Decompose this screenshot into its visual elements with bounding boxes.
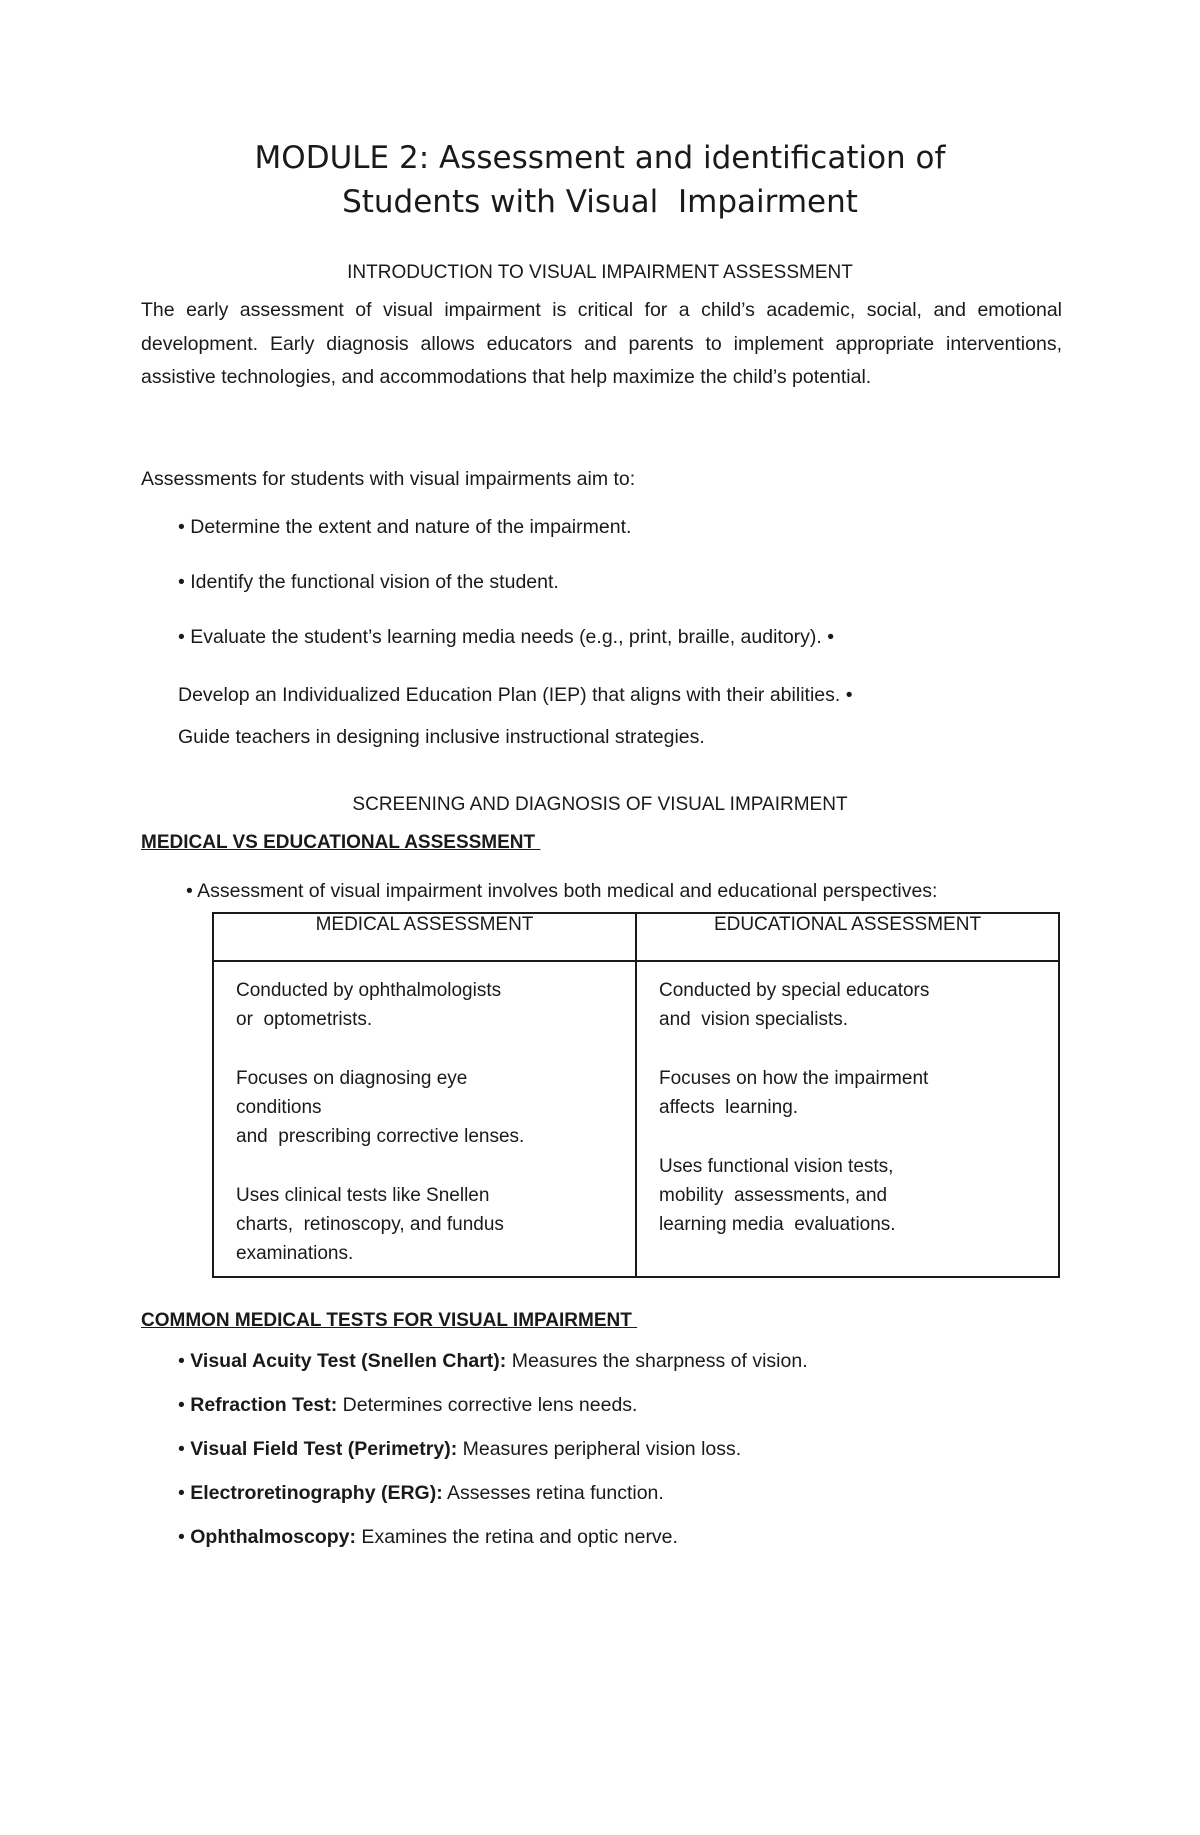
module-title [140, 136, 1060, 224]
medical-tests-heading: COMMON MEDICAL TESTS FOR VISUAL IMPAIRMENT [141, 1310, 638, 1331]
aim-item: Guide teachers in designing inclusive instructional strategies. [178, 726, 705, 748]
title-line-2: Students with Visual Impairment [342, 184, 858, 220]
test-description: Assesses retina function. [442, 1482, 664, 1504]
medical-test-item [178, 1438, 741, 1461]
medical-assessment-header: MEDICAL ASSESSMENT [213, 913, 636, 961]
assessment-comparison-table [212, 912, 1060, 1278]
medical-test-item [178, 1394, 637, 1417]
medical-test-item [178, 1482, 664, 1505]
bullet: • [178, 1482, 185, 1504]
educational-assessment-header: EDUCATIONAL ASSESSMENT [636, 913, 1059, 961]
aim-item: • Determine the extent and nature of the impairment. [178, 516, 632, 538]
medical-test-item [178, 1350, 808, 1373]
test-term: Refraction Test: [190, 1394, 338, 1416]
bullet: • [178, 1438, 185, 1460]
screening-lead: • Assessment of visual impairment involves both medical and educational perspectives: [186, 880, 938, 902]
screening-heading: SCREENING AND DIAGNOSIS OF VISUAL IMPAIRMENT [352, 794, 848, 815]
aim-item: • Evaluate the student’s learning media needs (e.g., print, braille, auditory). • [178, 626, 835, 648]
medical-point: Uses clinical tests like Snellen charts, retinoscopy, and fundus examinations. [236, 1185, 504, 1264]
medical-point: Focuses on diagnosing eye conditions and prescribing corrective lenses. [236, 1068, 525, 1147]
educational-point: Uses functional vision tests, mobility assessments, and learning media evaluations. [659, 1156, 896, 1235]
medical-assessment-cell [213, 961, 636, 1277]
medical-point: Conducted by ophthalmologists or optometrists. [236, 980, 502, 1030]
intro-heading: INTRODUCTION TO VISUAL IMPAIRMENT ASSESSMENT [347, 262, 853, 283]
educational-assessment-cell [636, 961, 1059, 1277]
test-description: Examines the retina and optic nerve. [356, 1526, 678, 1548]
educational-point: Conducted by special educators and vision specialists. [659, 980, 930, 1030]
intro-paragraph: The early assessment of visual impairment is critical for a child’s academic, social, and emotional development. Early diagnosis allows educators and parents to implement appropriate interventions, assistive technologies, and accommodations that help maximize the child’s potential. [141, 299, 1062, 388]
test-term: Visual Acuity Test (Snellen Chart): [190, 1350, 507, 1372]
medical-test-item [178, 1526, 678, 1549]
bullet: • [178, 1526, 185, 1548]
title-line-1: MODULE 2: Assessment and identification of [254, 140, 946, 176]
test-term: Ophthalmoscopy: [190, 1526, 357, 1548]
educational-point: Focuses on how the impairment affects learning. [659, 1068, 929, 1118]
bullet: • [178, 1394, 185, 1416]
aim-item: Develop an Individualized Education Plan (IEP) that aligns with their abilities. • [178, 684, 853, 706]
test-term: Visual Field Test (Perimetry): [190, 1438, 458, 1460]
test-term: Electroretinography (ERG): [190, 1482, 443, 1504]
test-description: Determines corrective lens needs. [337, 1394, 638, 1416]
test-description: Measures the sharpness of vision. [506, 1350, 808, 1372]
aims-lead: Assessments for students with visual impairments aim to: [141, 468, 636, 490]
test-description: Measures peripheral vision loss. [457, 1438, 742, 1460]
medical-vs-educational-heading: MEDICAL VS EDUCATIONAL ASSESSMENT [141, 832, 541, 853]
aim-item: • Identify the functional vision of the student. [178, 571, 559, 593]
bullet: • [178, 1350, 185, 1372]
